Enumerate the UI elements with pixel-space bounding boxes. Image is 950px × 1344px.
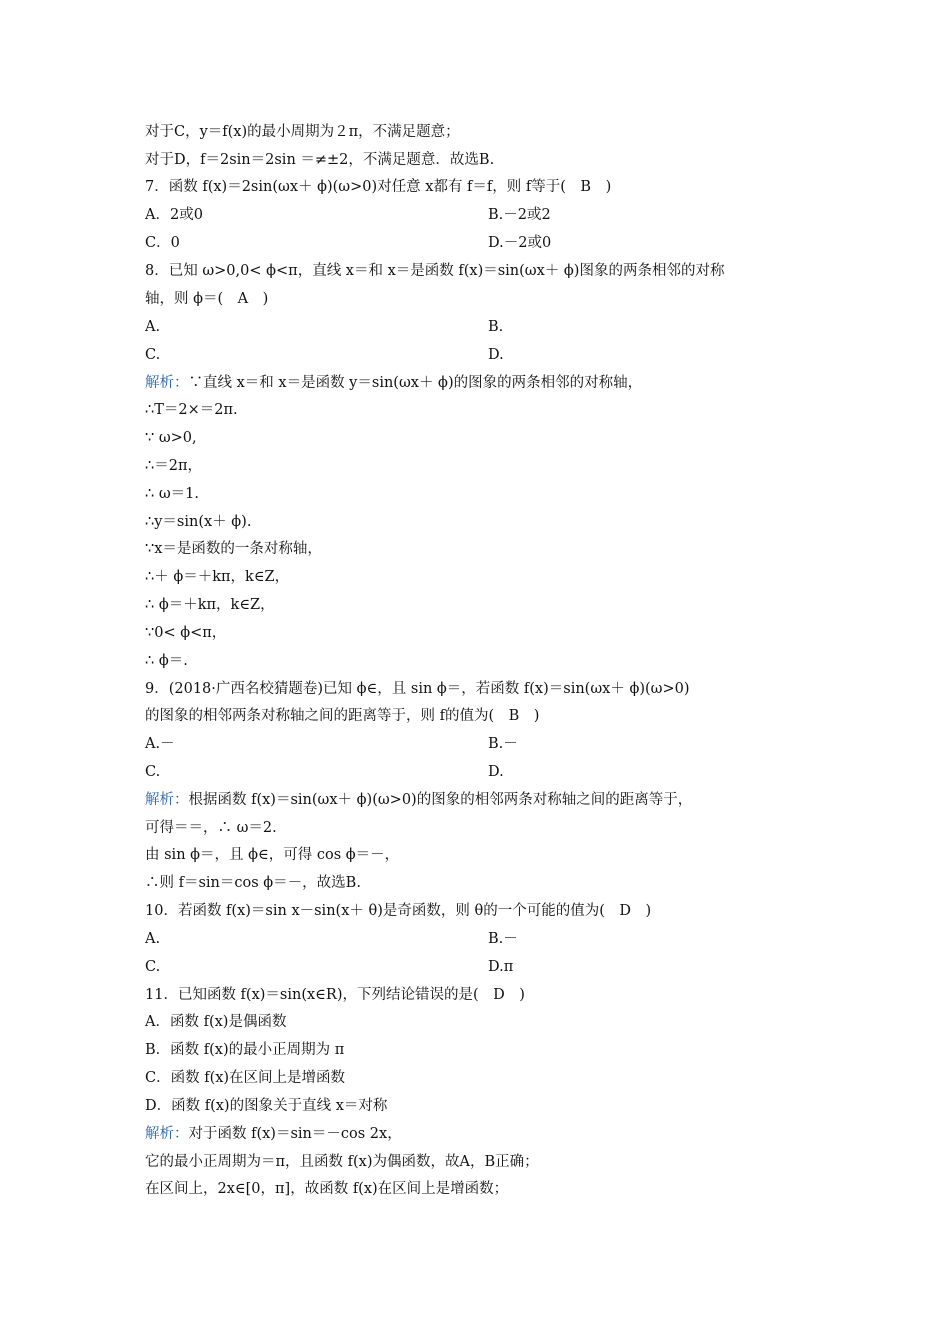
option-a: A．函数 f(x)是偶函数 (145, 1014, 287, 1030)
option-c: C. (145, 959, 161, 975)
analysis-text: 根据函数 f(x)＝sin(ωx＋ ϕ)(ω>0)的图象的相邻两条对称轴之间的距离等于， (188, 792, 693, 808)
text-line: 对于D，f＝2sin＝2sin ＝≠±2，不满足题意．故选B. (145, 152, 495, 168)
option-c: C．0 (145, 235, 180, 251)
text-line: 可得＝＝，∴ ω＝2. (145, 820, 277, 836)
text-line: ∴＝2π， (145, 458, 202, 474)
option-a: A．2或0 (145, 207, 203, 223)
option-d: D. (488, 764, 504, 780)
text-line: ∴ ϕ＝. (145, 653, 188, 669)
option-b: B.－2或2 (488, 207, 551, 223)
option-d: D．函数 f(x)的图象关于直线 x＝对称 (145, 1098, 388, 1114)
option-a: A.－ (145, 736, 175, 752)
text-line: 的图象的相邻两条对称轴之间的距离等于，则 f的值为( B ) (145, 708, 540, 724)
option-d: D.－2或0 (488, 235, 552, 251)
analysis-label: 解析： (145, 1126, 189, 1142)
option-b: B．函数 f(x)的最小正周期为 π (145, 1042, 345, 1058)
text-line: ∴＋ ϕ＝＋kπ，k∈Z， (145, 569, 290, 585)
text-line: ∴y＝sin(x＋ ϕ). (145, 514, 252, 530)
text-line: ∴则 f＝sin＝cos ϕ＝－，故选B. (145, 875, 361, 891)
question-9: 9．(2018·广西名校猜题卷)已知 ϕ∈，且 sin ϕ＝，若函数 f(x)＝sin(ωx＋ ϕ)(ω>0) (145, 681, 690, 697)
analysis-text: ∵直线 x＝和 x＝是函数 y＝sin(ωx＋ ϕ)的图象的两条相邻的对称轴， (188, 375, 643, 391)
text-line: ∴T＝2×＝2π. (145, 402, 238, 418)
text-line: 由 sin ϕ＝，且 ϕ∈，可得 cos ϕ＝－， (145, 847, 400, 863)
option-d: D. (488, 347, 504, 363)
question-10: 10．若函数 f(x)＝sin x－sin(x＋ θ)是奇函数，则 θ的一个可能的值为( D ) (145, 903, 652, 919)
option-c: C．函数 f(x)在区间上是增函数 (145, 1070, 346, 1086)
text-line: 它的最小正周期为＝π，且函数 f(x)为偶函数，故A，B正确； (145, 1154, 539, 1170)
question-8: 8．已知 ω>0,0< ϕ<π，直线 x＝和 x＝是函数 f(x)＝sin(ωx＋ ϕ)图象的两条相邻的对称 (145, 263, 725, 279)
option-a: A. (145, 931, 161, 947)
question-11: 11．已知函数 f(x)＝sin(x∈R)，下列结论错误的是( D ) (145, 987, 525, 1003)
analysis-line (145, 1124, 402, 1144)
text-line: ∵x＝是函数的一条对称轴， (145, 541, 322, 557)
analysis-line (145, 373, 642, 393)
text-line: 对于C，y＝f(x)的最小周期为２π，不满足题意； (145, 124, 460, 140)
analysis-label: 解析： (145, 792, 189, 808)
text-line: ∴ ω＝1. (145, 486, 199, 502)
text-line: 在区间上，2x∈[0，π]，故函数 f(x)在区间上是增函数； (145, 1181, 509, 1197)
option-d: D.π (488, 959, 514, 975)
analysis-label: 解析： (145, 375, 189, 391)
option-a: A. (145, 319, 161, 335)
option-c: C. (145, 347, 161, 363)
text-line: ∵0< ϕ<π， (145, 625, 227, 641)
option-b: B.－ (488, 736, 518, 752)
option-b: B. (488, 319, 504, 335)
question-7: 7．函数 f(x)＝2sin(ωx＋ ϕ)(ω>0)对任意 x都有 f＝f，则 f等于( B ) (145, 179, 612, 195)
text-line: 轴，则 ϕ＝( A ) (145, 291, 269, 307)
text-line: ∴ ϕ＝＋kπ，k∈Z， (145, 597, 275, 613)
option-c: C. (145, 764, 161, 780)
analysis-text: 对于函数 f(x)＝sin＝－cos 2x， (188, 1126, 402, 1142)
text-line: ∵ ω>0, (145, 430, 197, 446)
analysis-line (145, 790, 692, 810)
option-b: B.－ (488, 931, 518, 947)
